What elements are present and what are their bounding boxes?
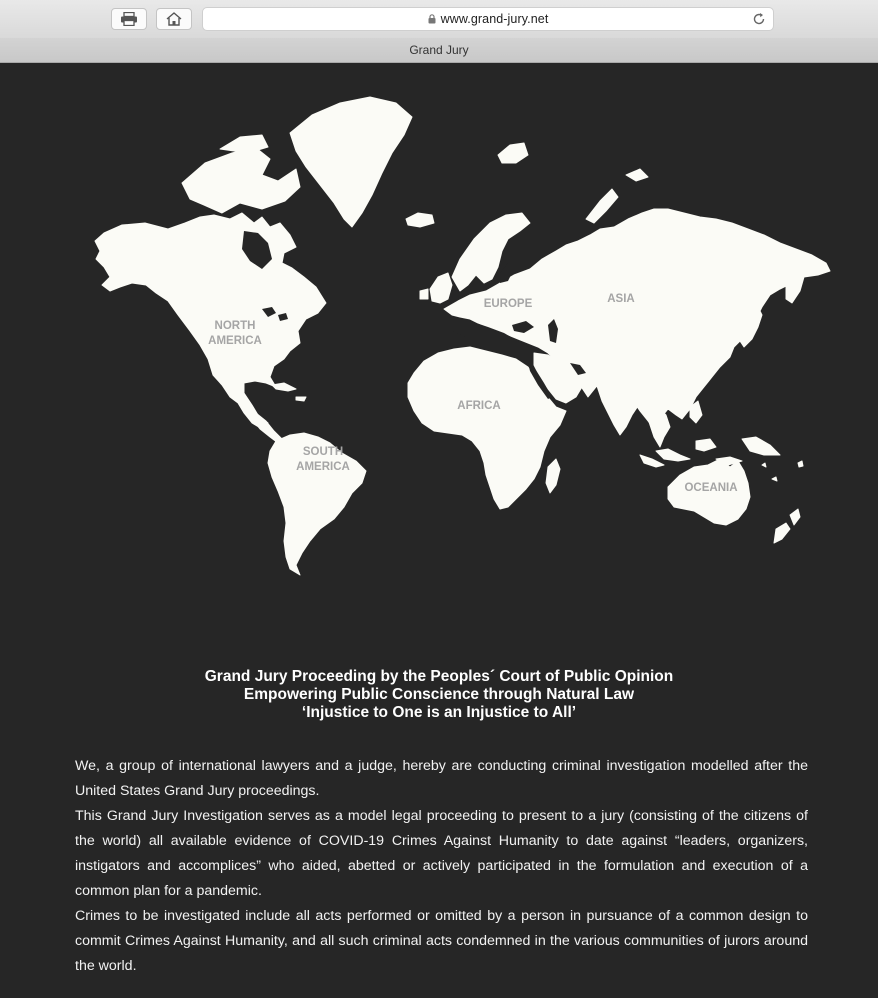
pacific-islands <box>762 461 803 481</box>
franz-josef <box>626 169 648 181</box>
home-button[interactable] <box>156 8 192 30</box>
central-america-land <box>238 399 282 443</box>
arctic-island-west <box>220 135 268 153</box>
svalbard <box>498 143 528 163</box>
caribbean-islands <box>272 383 306 401</box>
headline-line-1: Grand Jury Proceeding by the Peoples´ Court of Public Opinion <box>204 668 674 685</box>
lock-icon <box>428 14 436 24</box>
page-content <box>0 63 878 998</box>
iceland-land <box>406 213 434 227</box>
region-label-oceania: OCEANIA <box>684 482 738 494</box>
region-label-africa: AFRICA <box>457 400 501 412</box>
headline <box>0 668 878 722</box>
tab-bar <box>0 38 878 63</box>
headline-line-3: ‘Injustice to One is an Injustice to All’ <box>301 704 577 721</box>
headline-line-2: Empowering Public Conscience through Natural Law <box>243 686 635 703</box>
arctic-islands <box>182 147 300 213</box>
region-label-north-america: NORTH AMERICA <box>208 320 262 347</box>
paragraph-1: We, a group of international lawyers and a judge, hereby are conducting criminal investigation modelled after the United States Grand Jury proceedings. <box>75 758 808 799</box>
body-text <box>75 754 808 979</box>
region-label-south-america: SOUTH AMERICA <box>296 446 350 473</box>
world-map[interactable] <box>0 63 878 583</box>
new-zealand-land <box>774 509 800 543</box>
novaya-zemlya <box>586 189 618 223</box>
print-button[interactable] <box>111 8 147 30</box>
tab-title[interactable]: Grand Jury <box>409 43 469 57</box>
greenland-land <box>290 97 412 227</box>
paragraph-3: Crimes to be investigated include all acts performed or omitted by a person in pursuance of a common design to commit Crimes Against Humanity, and all such criminal acts condemned in the various communities of jurors around the world. <box>75 908 808 974</box>
reload-icon[interactable] <box>752 12 766 26</box>
region-label-europe: EUROPE <box>483 298 533 310</box>
paragraph-2: This Grand Jury Investigation serves as a model legal proceeding to present to a jury (consisting of the citizens of the world) all available evidence of COVID-19 Crimes Against Humanity to date against “leaders, organizers, instigators and accomplices” who aided, abetted or actively participated in the formulation and execution of a common plan for a pandemic. <box>75 808 808 899</box>
browser-toolbar <box>0 0 878 39</box>
madagascar-land <box>546 459 560 493</box>
uk-land <box>420 273 452 303</box>
url-text: www.grand-jury.net <box>440 12 549 26</box>
home-icon <box>166 12 182 26</box>
print-icon <box>120 12 138 26</box>
region-label-asia: ASIA <box>607 293 635 305</box>
address-bar[interactable] <box>202 7 774 31</box>
